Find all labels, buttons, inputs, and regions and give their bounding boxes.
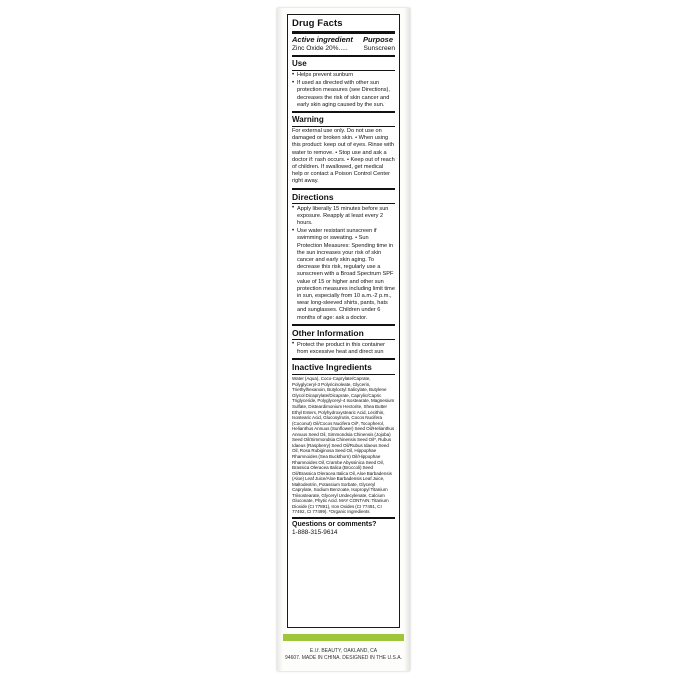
footer-line-2: 94607. MADE IN CHINA. DESIGNED IN THE U.S.A. [285,655,402,661]
list-item: • If used as directed with other sun protection measures (see Directions), decreases the risk of skin cancer and early skin aging caused by the sun. [292,80,395,109]
other-information-section [292,328,395,356]
other-information-bullet-list [292,342,395,356]
questions-phone[interactable]: 1-888-315-9614 [292,528,338,536]
directions-section [292,192,395,322]
inactive-ingredients-section [292,362,395,515]
divider-under-use-heading [292,70,395,71]
directions-bullet-list [292,206,395,322]
use-section [292,59,395,109]
warning-text: For external use only. Do not use on damaged or broken skin. • When using this product: keep out of eyes. Rinse with water to remove. • Stop use and ask a doctor if: rash occurs. • Keep out of reach of children. If swallowed, get medical help or contact a Poison Control Center right away. [292,128,395,185]
inactive-ingredients-text: Water (Aqua), Coco-Caprylate/Caprate, Polyglyceryl-3 Polyricinoleate, Glycerin, Triethylhexanoin, Butyloctyl Salicylate, Butylene Glycol Dicaprylate/Dicaprate, Caprylic/Capric Triglyceride, Polyglyceryl-4 Isostearate, Magnesium Sulfate, Disteardimonium Hectorite, Shea Butter Ethyl Esters, Polyhydroxystearic Acid, Lecithin, Isostearic Acid, Glucosylrutin, Cocos Nucifera (Coconut) Oil/Cocos Nucifera Oil*, Tocopherol, Helianthus Annuus (Sunflower) Seed Oil/Helianthus Annuus Seed Oil, Simmondsia Chinensis (Jojoba) Seed Oil/Simmondsia Chinensis Seed Oil*, Rubus Idaeus (Raspberry) Seed Oil/Rubus Idaeus Seed Oil, Rosa Rubiginosa Seed Oil, Hippophae Rhamnoides (Sea Buckthorn) Oil/Hippophae Rhamnoides Oil, Crambe Abyssinica Seed Oil, Brassica Oleracea Italica (Broccoli) Seed Oil/Brassica Oleracea Italica Oil, Aloe Barbadensis (Aloe) Leaf Juice/Aloe Barbadensis Leaf Juice, Maltodextrin, Potassium Sorbate, Glyceryl Caprylate, Sodium Benzoate, Isopropyl Titanium Triisostearate, Glyceryl Undecylenate, Calcium Gluconate, Phytic Acid. MAY CONTAIN: Titanium Dioxide (CI 77891), Iron Oxides (CI 77491, CI 77492, CI 77499). *Organic Ingredients [292,376,395,515]
list-item: • Apply liberally 15 minutes before sun exposure. Reapply at least every 2 hours. [292,206,395,228]
warning-section [292,115,395,186]
use-bullet-list [292,72,395,109]
purpose-label: Purpose [362,35,393,44]
divider-after-inactive-ingredients [292,517,395,519]
drug-facts-title: Drug Facts [292,18,343,29]
divider-under-other-information-heading [292,339,395,340]
divider-thick-top [292,31,395,34]
questions-heading: Questions or comments? [292,520,377,528]
sunscreen-carton-panel [277,8,410,671]
divider-under-warning-heading [292,126,395,127]
list-item: • Use water resistant sunscreen if swimming or sweating. • Sun Protection Measures: Spending time in the sun increases your risk of skin cancer and early skin aging. To decrease this risk, regularly use a sunscreen with a Broad Spectrum SPF value of 15 or higher and other sun protection measures including limit time in sun, especially from 10 a.m.-2 p.m., wear long-sleeved shirts, pants, hats and sunglasses. Children under 6 months of age: ask a doctor. [292,228,395,322]
divider-after-other-information [292,358,395,360]
divider-under-directions-heading [292,203,395,204]
other-information-heading: Other Information [292,327,364,338]
divider-after-directions [292,324,395,326]
manufacturer-footer [285,648,402,662]
active-ingredient-value: Zinc Oxide 20%..... [292,45,348,52]
list-item: • Protect the product in this container from excessive heat and direct sun [292,342,395,356]
questions-section [292,521,395,537]
divider-after-active-ingredient [292,55,395,57]
active-ingredient-label: Active ingredient [292,35,353,44]
warning-heading: Warning [292,115,324,125]
divider-after-use [292,111,395,113]
divider-under-inactive-ingredients-heading [292,374,395,375]
purpose-value: Sunscreen [363,45,395,52]
directions-heading: Directions [292,191,334,202]
inactive-ingredients-heading: Inactive Ingredients [292,362,372,373]
list-item: • Helps prevent sunburn [292,72,395,79]
drug-facts-panel [287,14,400,628]
use-heading: Use [292,59,307,68]
divider-after-warning [292,188,395,190]
active-ingredient-section [292,36,395,53]
footer-line-1: E.l.f. BEAUTY, OAKLAND, CA [309,648,378,654]
brand-green-strip [283,634,404,641]
